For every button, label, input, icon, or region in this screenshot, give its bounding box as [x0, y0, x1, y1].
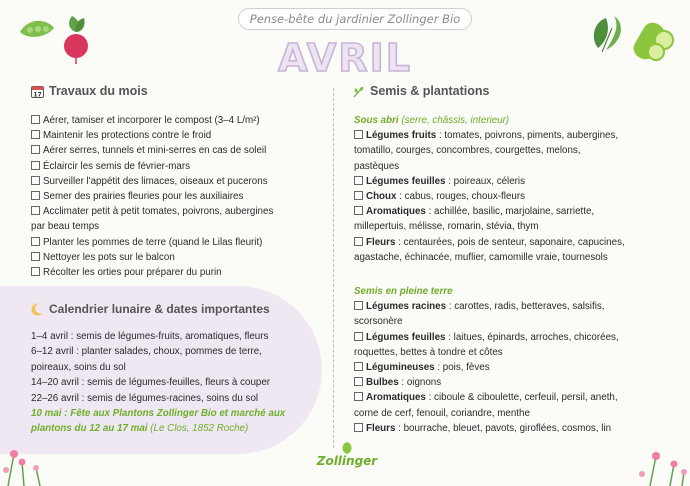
- works-item[interactable]: Éclaircir les semis de février-mars: [31, 159, 331, 174]
- lunar-line: 22–26 avril : semis de légumes-racines, soins du sol: [31, 392, 259, 404]
- shelter-heading: Sous abri (serre, châssis, interieur): [354, 115, 510, 126]
- sowing-title: Semis & plantations: [370, 84, 490, 98]
- plant-list: : carottes, radis, betteraves, salsifis,: [446, 301, 605, 313]
- plant-list: : poireaux, céleris: [445, 175, 525, 187]
- checkbox[interactable]: [354, 332, 363, 341]
- works-item[interactable]: Surveiller l'appétit des limaces, oiseaux et pucerons: [31, 174, 331, 189]
- plant-category: Bulbes: [366, 377, 399, 389]
- plant-list: : laitues, épinards, arroches, chicorées,: [445, 331, 619, 343]
- plant-item-continued: [354, 314, 684, 329]
- plant-category: Légumes fruits: [366, 130, 437, 142]
- plant-list: roquettes, bettes à tondre et côtes: [354, 346, 503, 358]
- plant-list: tomatillo, courges, concombres, courgettes, melons,: [354, 145, 581, 157]
- checkbox[interactable]: [31, 252, 40, 261]
- calendar-icon: [31, 85, 44, 98]
- works-item[interactable]: Nettoyer les pots sur le balcon: [31, 250, 331, 265]
- works-item[interactable]: Acclimater petit à petit tomates, poivrons, aubergines: [31, 204, 331, 219]
- sowing-section-title: [352, 84, 489, 98]
- lunar-line: poireaux, soins du sol: [31, 361, 126, 373]
- plant-list: : oignons: [398, 377, 442, 389]
- plant-list: : bourrache, bleuet, pavots, giroflées, cosmos, lin: [395, 422, 612, 434]
- lunar-list: [31, 329, 285, 437]
- flowers-left-icon: [0, 444, 60, 486]
- works-item[interactable]: Aérer, tamiser et incorporer le compost (3–4 L/m²): [31, 113, 331, 128]
- plant-item[interactable]: [354, 174, 684, 189]
- svg-text:17: 17: [33, 91, 42, 98]
- works-item[interactable]: Maintenir les protections contre le froid: [31, 128, 331, 143]
- plant-item-continued: [354, 159, 684, 174]
- plant-list: : pois, fèves: [434, 362, 490, 374]
- month-title: AVRIL: [278, 36, 412, 80]
- checkbox[interactable]: [31, 161, 40, 170]
- plant-item-continued: [354, 250, 684, 265]
- sprout-icon: [352, 85, 365, 98]
- checkbox[interactable]: [354, 237, 363, 246]
- checkbox[interactable]: [31, 267, 40, 276]
- plant-category: Fleurs: [366, 236, 396, 248]
- plant-item-continued: [354, 219, 684, 234]
- ground-heading: Semis en pleine terre: [354, 286, 453, 297]
- plant-item[interactable]: [354, 235, 684, 250]
- works-title: Travaux du mois: [49, 84, 148, 98]
- flowers-right-icon: [630, 444, 690, 486]
- works-item[interactable]: Récolter les orties pour préparer du purin: [31, 265, 331, 280]
- event-highlight: 10 mai : Fête aux Plantons Zollinger Bio et marché aux: [31, 408, 286, 420]
- plant-item[interactable]: [354, 330, 684, 345]
- plant-category: Aromatiques: [366, 392, 426, 404]
- plant-item-continued: [354, 143, 684, 158]
- plant-list: corne de cerf, fenouil, coriandre, menthe: [354, 407, 530, 419]
- works-item[interactable]: Planter les pommes de terre (quand le Lilas fleurit): [31, 235, 331, 250]
- ground-list: [354, 284, 684, 436]
- plant-item[interactable]: [354, 189, 684, 204]
- plant-category: Aromatiques: [366, 206, 426, 218]
- plant-item[interactable]: [354, 299, 684, 314]
- plant-item[interactable]: [354, 421, 684, 436]
- plant-item[interactable]: [354, 375, 684, 390]
- plant-item[interactable]: [354, 360, 684, 375]
- checkbox[interactable]: [354, 191, 363, 200]
- plant-item[interactable]: [354, 204, 684, 219]
- checkbox[interactable]: [31, 145, 40, 154]
- works-item-continued: par beau temps: [31, 221, 100, 233]
- subtitle-pill: Pense-bête du jardinier Zollinger Bio: [238, 8, 472, 30]
- plant-list: : cabus, rouges, choux-fleurs: [396, 191, 525, 203]
- lunar-line: 6–12 avril : planter salades, choux, pommes de terre,: [31, 346, 262, 358]
- lunar-line: 1–4 avril : semis de légumes-fruits, aromatiques, fleurs: [31, 331, 269, 342]
- checkbox[interactable]: [31, 206, 40, 215]
- plant-list: agastache, échinacée, muflier, camomille vraie, tournesols: [354, 251, 608, 263]
- plant-item[interactable]: [354, 128, 684, 143]
- plant-list: scorsonère: [354, 316, 403, 328]
- checkbox[interactable]: [354, 377, 363, 386]
- checkbox[interactable]: [354, 392, 363, 401]
- checkbox[interactable]: [354, 362, 363, 371]
- checkbox[interactable]: [354, 423, 363, 432]
- shelter-list: [354, 113, 684, 265]
- checkbox[interactable]: [31, 115, 40, 124]
- plant-category: Choux: [366, 191, 397, 203]
- works-section-title: [31, 84, 148, 98]
- checkbox[interactable]: [354, 176, 363, 185]
- plant-category: Fleurs: [366, 422, 396, 434]
- plant-category: Légumes feuilles: [366, 175, 446, 187]
- column-divider: [333, 88, 334, 448]
- checkbox[interactable]: [31, 191, 40, 200]
- checkbox[interactable]: [31, 176, 40, 185]
- plant-item[interactable]: [354, 390, 684, 405]
- event-highlight-continued: plantons du 12 au 17 mai (Le Clos, 1852 Roche): [31, 423, 249, 435]
- plant-list: pastèques: [354, 160, 400, 172]
- plant-category: Légumineuses: [366, 362, 435, 374]
- plant-category: Légumes racines: [366, 301, 447, 313]
- works-item[interactable]: Semer des prairies fleuries pour les auxiliaires: [31, 189, 331, 204]
- checkbox[interactable]: [31, 237, 40, 246]
- plant-item-continued: [354, 345, 684, 360]
- plant-list: millepertuis, mélisse, romarin, stévia, thym: [354, 221, 539, 233]
- leaf-icon: [337, 442, 357, 454]
- moon-icon: [31, 303, 44, 316]
- plant-list: : tomates, poivrons, piments, aubergines,: [436, 130, 619, 142]
- checkbox[interactable]: [31, 130, 40, 139]
- plant-category: Légumes feuilles: [366, 331, 446, 343]
- lunar-title: Calendrier lunaire & dates importantes: [49, 302, 270, 316]
- brand-logo: Zollinger: [312, 442, 382, 468]
- plant-item-continued: [354, 406, 684, 421]
- plant-list: : ciboule & ciboulette, cerfeuil, persil, aneth,: [425, 392, 618, 404]
- checkbox[interactable]: [354, 130, 363, 139]
- lunar-line: 14–20 avril : semis de légumes-feuilles, fleurs à couper: [31, 377, 271, 389]
- plant-list: : centaurées, pois de senteur, saponaire, capucines,: [395, 236, 625, 248]
- checkbox[interactable]: [354, 206, 363, 215]
- works-list: [31, 113, 331, 280]
- plant-list: : achillée, basilic, marjolaine, sarriette,: [425, 206, 595, 218]
- works-item[interactable]: Aérer serres, tunnels et mini-serres en cas de soleil: [31, 143, 331, 158]
- checkbox[interactable]: [354, 301, 363, 310]
- lunar-section-title: [31, 302, 270, 316]
